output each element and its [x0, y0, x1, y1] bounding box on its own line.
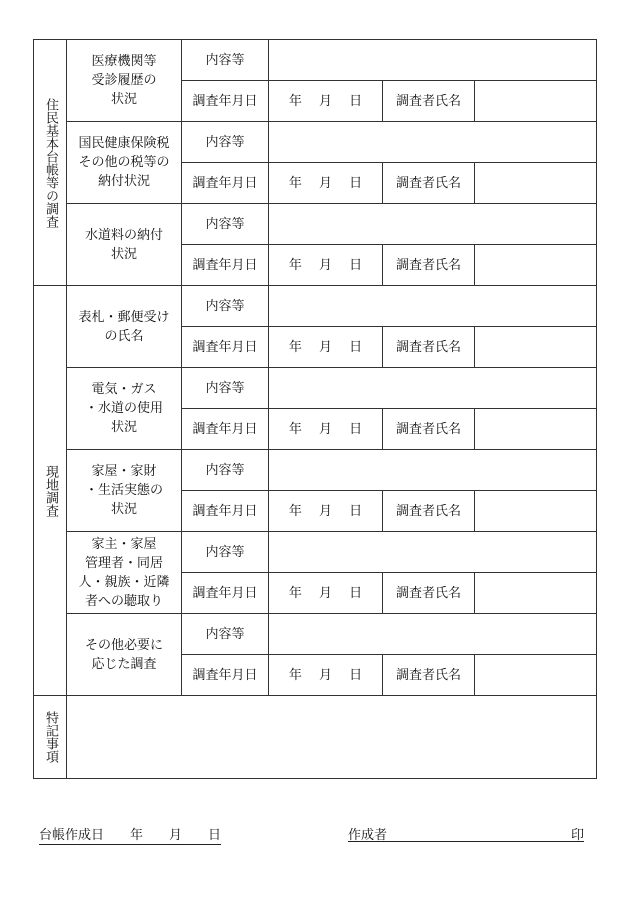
ledger-date-label: 台帳作成日	[39, 828, 105, 843]
surveyor-label: 調査者氏名	[383, 573, 475, 614]
survey-date-field[interactable]: 年 月 日	[269, 81, 383, 122]
survey-date-label: 調査年月日	[182, 573, 269, 614]
content-field[interactable]	[269, 532, 597, 573]
surveyor-name-field[interactable]	[475, 245, 597, 286]
content-label: 内容等	[182, 532, 269, 573]
content-field[interactable]	[269, 204, 597, 245]
item-label: 電気・ガス ・水道の使用 状況	[84, 382, 163, 435]
item-interviews	[67, 532, 182, 614]
item-label: 表札・郵便受け の氏名	[78, 309, 170, 344]
item-label: 国民健康保険税 その他の税等の 納付状況	[78, 136, 170, 189]
survey-date-label: 調査年月日	[182, 81, 269, 122]
author-label: 作成者	[348, 828, 388, 843]
item-medical-history	[67, 40, 182, 122]
seal-mark: 印	[570, 828, 584, 843]
surveyor-label: 調査者氏名	[383, 655, 475, 696]
content-label: 内容等	[182, 122, 269, 163]
surveyor-name-field[interactable]	[475, 327, 597, 368]
survey-date-label: 調査年月日	[182, 327, 269, 368]
content-label: 内容等	[182, 40, 269, 81]
surveyor-name-field[interactable]	[475, 163, 597, 204]
content-label: 内容等	[182, 286, 269, 327]
item-other-survey	[67, 614, 182, 696]
survey-date-field[interactable]: 年 月 日	[269, 655, 383, 696]
ledger-date-line	[39, 824, 221, 843]
content-field[interactable]	[269, 40, 597, 81]
ledger-date-field[interactable]: 年 月 日	[104, 828, 222, 843]
survey-date-label: 調査年月日	[182, 655, 269, 696]
content-field[interactable]	[269, 368, 597, 409]
surveyor-label: 調査者氏名	[383, 163, 475, 204]
item-label: その他必要に 応じた調査	[84, 637, 163, 672]
content-label: 内容等	[182, 368, 269, 409]
item-living-conditions	[67, 450, 182, 532]
section-special-notes	[34, 696, 67, 779]
item-label: 水道料の納付 状況	[84, 227, 163, 262]
content-field[interactable]	[269, 286, 597, 327]
survey-date-label: 調査年月日	[182, 245, 269, 286]
survey-date-field[interactable]: 年 月 日	[269, 327, 383, 368]
section-title: 現地調査	[43, 464, 58, 517]
survey-date-label: 調査年月日	[182, 409, 269, 450]
content-label: 内容等	[182, 614, 269, 655]
content-field[interactable]	[269, 614, 597, 655]
survey-date-field[interactable]: 年 月 日	[269, 245, 383, 286]
surveyor-name-field[interactable]	[475, 409, 597, 450]
surveyor-label: 調査者氏名	[383, 491, 475, 532]
notes-field[interactable]	[67, 696, 597, 779]
survey-date-label: 調査年月日	[182, 491, 269, 532]
item-label: 家主・家屋 管理者・同居 人・親族・近隣 者への聴取り	[78, 536, 170, 609]
surveyor-name-field[interactable]	[475, 655, 597, 696]
item-water-payment	[67, 204, 182, 286]
survey-date-field[interactable]: 年 月 日	[269, 573, 383, 614]
item-tax-payment	[67, 122, 182, 204]
item-label: 家屋・家財 ・生活実態の 状況	[84, 464, 163, 517]
content-label: 内容等	[182, 204, 269, 245]
surveyor-name-field[interactable]	[475, 81, 597, 122]
section-field-survey	[34, 286, 67, 696]
surveyor-name-field[interactable]	[475, 491, 597, 532]
section-resident-registry	[34, 40, 67, 286]
author-line	[348, 824, 584, 842]
surveyor-label: 調査者氏名	[383, 245, 475, 286]
survey-date-field[interactable]: 年 月 日	[269, 163, 383, 204]
content-field[interactable]	[269, 450, 597, 491]
survey-date-field[interactable]: 年 月 日	[269, 409, 383, 450]
survey-form-table	[33, 39, 597, 779]
surveyor-name-field[interactable]	[475, 573, 597, 614]
item-nameplate	[67, 286, 182, 368]
survey-date-field[interactable]: 年 月 日	[269, 491, 383, 532]
surveyor-label: 調査者氏名	[383, 81, 475, 122]
section-title: 住民基本台帳等の調査	[43, 97, 58, 228]
notes-title: 特記事項	[43, 711, 58, 763]
surveyor-label: 調査者氏名	[383, 409, 475, 450]
item-utilities-usage	[67, 368, 182, 450]
item-label: 医療機関等 受診履歴の 状況	[91, 54, 157, 107]
survey-date-label: 調査年月日	[182, 163, 269, 204]
surveyor-label: 調査者氏名	[383, 327, 475, 368]
content-label: 内容等	[182, 450, 269, 491]
content-field[interactable]	[269, 122, 597, 163]
